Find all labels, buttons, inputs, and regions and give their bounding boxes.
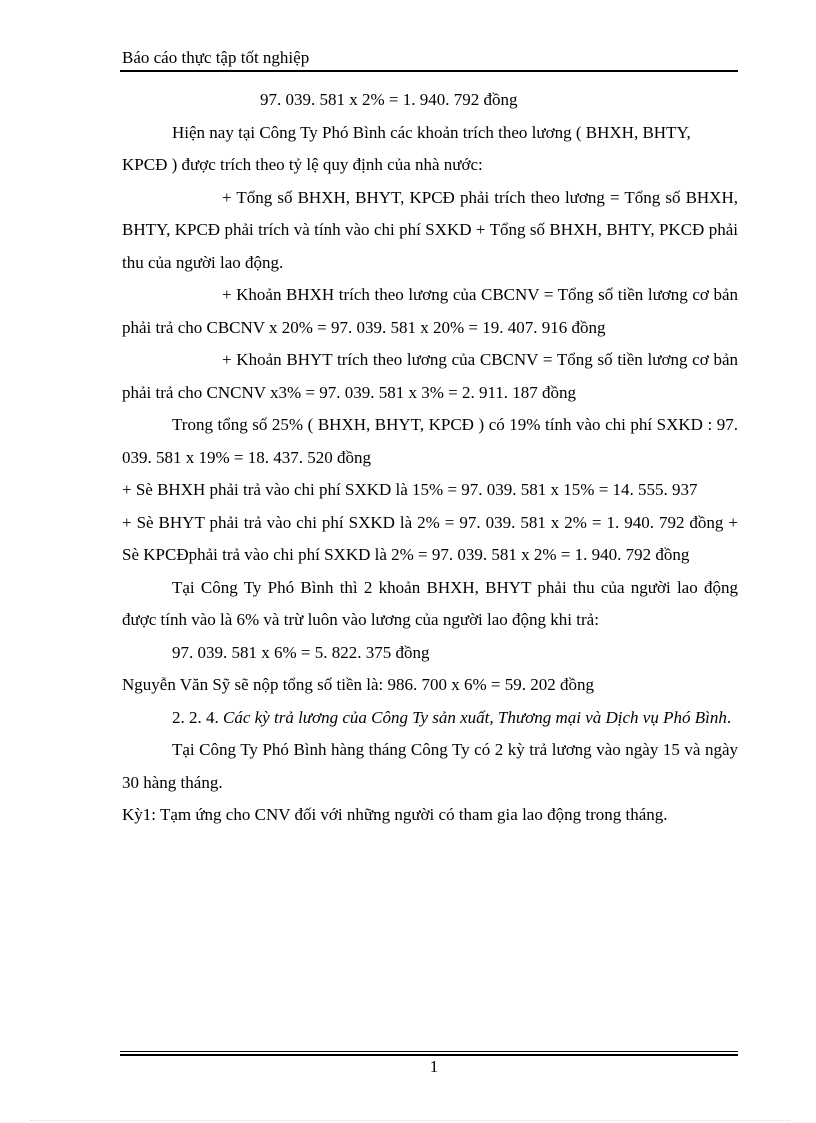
document-body	[122, 84, 738, 832]
paragraph-11: Tại Công Ty Phó Bình hàng tháng Công Ty có 2 kỳ trả lương vào ngày 15 và ngày 30 hàng tháng.	[122, 740, 738, 792]
paragraph-1-line-2: KPCĐ ) được trích theo tỷ lệ quy định của nhà nước:	[122, 155, 483, 174]
paragraph-1-line-1: Hiện nay tại Công Ty Phó Bình các khoản trích theo lương ( BHXH, BHTY,	[172, 122, 691, 142]
paragraph-2: + Tổng số BHXH, BHYT, KPCĐ phải trích theo lương = Tổng số BHXH, BHTY, KPCĐ phải trích và tính vào chi phí SXKD + Tổng số BHXH, BHTY, PKCĐ phải thu của người lao động.	[122, 187, 738, 272]
paragraph-5: Trong tổng số 25% ( BHXH, BHYT, KPCĐ ) có 19% tính vào chi phí SXKD : 97. 039. 581 x 19% = 18. 437. 520 đồng	[122, 415, 738, 467]
paragraph-8: Tại Công Ty Phó Bình thì 2 khoản BHXH, BHYT phải thu của người lao động được tính vào là 6% và trừ luôn vào lương của người lao động khi trả:	[122, 577, 738, 629]
paragraph-9: 97. 039. 581 x 6% = 5. 822. 375 đồng	[172, 642, 430, 662]
page-bottom-edge	[30, 1120, 790, 1121]
section-heading	[122, 702, 738, 735]
paragraph-3: + Khoản BHXH trích theo lương của CBCNV = Tổng số tiền lương cơ bản phải trả cho CBCNV x 20% = 97. 039. 581 x 20% = 19. 407. 916 đồng	[122, 285, 738, 337]
footer-rule-thick	[120, 1054, 738, 1056]
paragraph-12: Kỳ1: Tạm ứng cho CNV đối với những người có tham gia lao động trong tháng.	[122, 805, 668, 824]
footer-rule-thin	[120, 1051, 738, 1052]
header-rule	[120, 70, 738, 72]
paragraph-10: Nguyễn Văn Sỹ sẽ nộp tổng số tiền là: 986. 700 x 6% = 59. 202 đồng	[122, 675, 595, 694]
section-number: 2. 2. 4.	[172, 707, 219, 727]
page-number: 1	[429, 1057, 439, 1076]
paragraph-4: + Khoản BHYT trích theo lương của CBCNV = Tổng số tiền lương cơ bản phải trả cho CNCNV x3% = 97. 039. 581 x 3% = 2. 911. 187 đồng	[122, 350, 738, 402]
section-period: .	[726, 707, 732, 727]
paragraph-6: + Sè BHXH phải trả vào chi phí SXKD là 15% = 97. 039. 581 x 15% = 14. 555. 937	[122, 480, 698, 499]
formula-top: 97. 039. 581 x 2% = 1. 940. 792 đồng	[260, 90, 518, 109]
paragraph-7: + Sè BHYT phải trả vào chi phí SXKD là 2% = 97. 039. 581 x 2% = 1. 940. 792 đồng + Sè KPCĐphải trả vào chi phí SXKD là 2% = 97. 039. 581 x 2% = 1. 940. 792 đồng	[122, 512, 738, 564]
section-title: Các kỳ trả lương của Công Ty sản xuất, Thương mại và Dịch vụ Phó Bình	[223, 707, 727, 727]
header-title: Báo cáo thực tập tốt nghiệp	[122, 48, 310, 67]
